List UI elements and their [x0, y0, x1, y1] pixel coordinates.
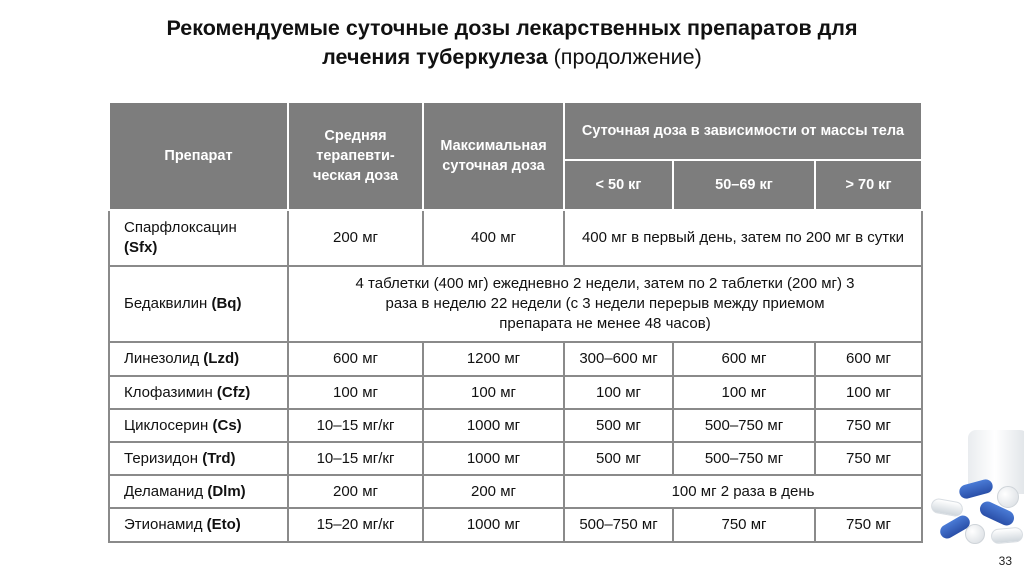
dose-merged-cell: 4 таблетки (400 мг) ежедневно 2 недели, затем по 2 таблетки (200 мг) 3 раза в неделю 22 недели (с 3 недели перерыв между приемом препарата не менее 48 часов) [288, 266, 922, 342]
drug-cell: Линезолид (Lzd) [109, 342, 288, 376]
header-avg-dose: Средняя терапевти-ческая доза [288, 102, 423, 210]
drug-cell: Клофазимин (Cfz) [109, 376, 288, 409]
weight-over-70-cell: 600 мг [815, 342, 922, 376]
header-weight-group: Суточная доза в зависимости от массы тела [564, 102, 922, 160]
table-row [109, 342, 922, 376]
avg-dose-cell: 600 мг [288, 342, 423, 376]
max-dose-cell: 1000 мг [423, 442, 564, 475]
table-row [109, 442, 922, 475]
weight-50-69-cell: 600 мг [673, 342, 815, 376]
max-dose-cell: 100 мг [423, 376, 564, 409]
page-number: 33 [998, 554, 1012, 568]
weight-dose-merged-cell: 400 мг в первый день, затем по 200 мг в сутки [564, 210, 922, 266]
avg-dose-cell: 200 мг [288, 475, 423, 508]
drug-cell: Этионамид (Eto) [109, 508, 288, 542]
drug-cell: Деламанид (Dlm) [109, 475, 288, 508]
avg-dose-cell: 10–15 мг/кг [288, 442, 423, 475]
weight-over-70-cell: 100 мг [815, 376, 922, 409]
capsule-image [990, 527, 1023, 545]
avg-dose-cell: 10–15 мг/кг [288, 409, 423, 442]
table-row [109, 409, 922, 442]
drug-cell: Циклосерин (Cs) [109, 409, 288, 442]
avg-dose-cell: 100 мг [288, 376, 423, 409]
pills-decoration [919, 420, 1024, 550]
max-dose-cell: 1000 мг [423, 508, 564, 542]
table-row [109, 266, 922, 342]
weight-under-50-cell: 500 мг [564, 409, 673, 442]
avg-dose-cell: 15–20 мг/кг [288, 508, 423, 542]
weight-50-69-cell: 500–750 мг [673, 409, 815, 442]
weight-under-50-cell: 500–750 мг [564, 508, 673, 542]
weight-over-70-cell: 750 мг [815, 409, 922, 442]
weight-dose-merged-cell: 100 мг 2 раза в день [564, 475, 922, 508]
table-row [109, 376, 922, 409]
dosage-table [108, 101, 923, 543]
weight-under-50-cell: 500 мг [564, 442, 673, 475]
weight-over-70-cell: 750 мг [815, 442, 922, 475]
header-weight-under-50: < 50 кг [564, 160, 673, 210]
weight-under-50-cell: 100 мг [564, 376, 673, 409]
avg-dose-cell: 200 мг [288, 210, 423, 266]
max-dose-cell: 400 мг [423, 210, 564, 266]
header-max-dose: Максимальная суточная доза [423, 102, 564, 210]
title-bold-line1: Рекомендуемые суточные дозы лекарственных препаратов для [166, 16, 858, 40]
table-row [109, 210, 922, 266]
drug-cell: Теризидон (Trd) [109, 442, 288, 475]
weight-over-70-cell: 750 мг [815, 508, 922, 542]
title-continuation: (продолжение) [553, 45, 702, 69]
max-dose-cell: 1000 мг [423, 409, 564, 442]
max-dose-cell: 200 мг [423, 475, 564, 508]
weight-50-69-cell: 100 мг [673, 376, 815, 409]
slide-title [60, 14, 964, 72]
capsule-image [930, 497, 964, 517]
capsule-image [958, 478, 994, 500]
drug-cell: Спарфлоксацин (Sfx) [109, 210, 288, 266]
weight-50-69-cell: 750 мг [673, 508, 815, 542]
drug-cell: Бедаквилин (Bq) [109, 266, 288, 342]
tablet-image [965, 524, 985, 544]
tablet-image [997, 486, 1019, 508]
header-weight-50-69: 50–69 кг [673, 160, 815, 210]
header-drug: Препарат [109, 102, 288, 210]
table-row [109, 475, 922, 508]
table-row [109, 508, 922, 542]
header-weight-over-70: > 70 кг [815, 160, 922, 210]
max-dose-cell: 1200 мг [423, 342, 564, 376]
title-bold-line2: лечения туберкулеза [322, 45, 548, 69]
weight-50-69-cell: 500–750 мг [673, 442, 815, 475]
weight-under-50-cell: 300–600 мг [564, 342, 673, 376]
